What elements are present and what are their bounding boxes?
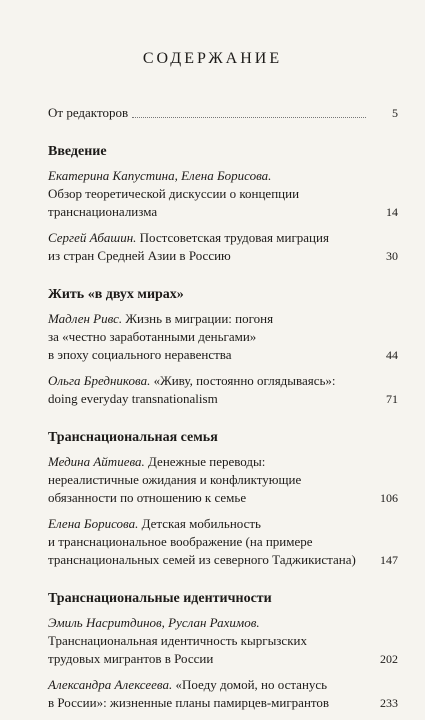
entry-first-line bbox=[48, 167, 398, 185]
toc-entry bbox=[48, 167, 398, 221]
entry-last-line bbox=[48, 650, 398, 668]
entry-title-start: Постсоветская трудовая миграция bbox=[136, 230, 329, 245]
entry-last-line bbox=[48, 489, 398, 507]
entry-title-line: Обзор теоретической дискуссии о концепции bbox=[48, 186, 300, 201]
toc-entry bbox=[48, 310, 398, 364]
entry-last-line bbox=[48, 247, 398, 265]
entry-last-line bbox=[48, 346, 398, 364]
table-of-contents bbox=[48, 104, 398, 720]
entry-author: Александра Алексеева. bbox=[48, 677, 173, 692]
entry-title-end: транснационализма bbox=[48, 204, 158, 219]
section-heading: Транснациональные идентичности bbox=[48, 591, 272, 606]
entry-title-end: обязанности по отношению к семье bbox=[48, 490, 247, 505]
entry-first-line bbox=[48, 614, 398, 632]
entry-author: Эмиль Насритдинов, Руслан Рахимов. bbox=[48, 615, 260, 630]
entry-first-line bbox=[48, 515, 398, 533]
toc-entry bbox=[48, 676, 398, 712]
section-heading: Введение bbox=[48, 144, 107, 159]
toc-entry bbox=[48, 372, 398, 408]
entry-title-start: Жизнь в миграции: погоня bbox=[122, 311, 274, 326]
entry-title-line: нереалистичные ожидания и конфликтующие bbox=[48, 472, 302, 487]
leader-dots bbox=[132, 117, 366, 118]
entry-first-line bbox=[48, 676, 398, 694]
toc-entry bbox=[48, 515, 398, 569]
entry-title-end: транснациональных семей из северного Таджикистана) bbox=[48, 552, 356, 567]
page-number: 233 bbox=[380, 696, 398, 710]
entry-title-start: «Поеду домой, но останусь bbox=[172, 677, 328, 692]
toc-intro-row bbox=[48, 104, 398, 122]
entry-title-line: за «честно заработанными деньгами» bbox=[48, 329, 257, 344]
entry-title-end: в России»: жизненные планы памирцев-мигрантов bbox=[48, 695, 330, 710]
page-number: 5 bbox=[392, 106, 398, 120]
entry-author: Сергей Абашин. bbox=[48, 230, 137, 245]
entry-author: Елена Борисова. bbox=[48, 516, 139, 531]
toc-sections bbox=[48, 144, 398, 712]
page-number: 202 bbox=[380, 652, 398, 666]
entry-first-line bbox=[48, 453, 398, 471]
entry-title-start: «Живу, постоянно оглядываясь»: bbox=[150, 373, 336, 388]
toc-entry bbox=[48, 614, 398, 668]
page-number: 30 bbox=[386, 249, 398, 263]
entry-title-start: Денежные переводы: bbox=[144, 454, 266, 469]
page-number: 106 bbox=[380, 491, 398, 505]
entry-title-end: из стран Средней Азии в Россию bbox=[48, 248, 231, 263]
entry-title-line: и транснациональное воображение (на примере bbox=[48, 534, 313, 549]
page-number: 147 bbox=[380, 553, 398, 567]
entry-title-end: в эпоху социального неравенства bbox=[48, 347, 232, 362]
entry-last-line bbox=[48, 390, 398, 408]
page-title: СОДЕРЖАНИЕ bbox=[142, 50, 283, 67]
entry-author: Екатерина Капустина, Елена Борисова. bbox=[48, 168, 272, 183]
entry-title-line: Транснациональная идентичность кыргызских bbox=[48, 633, 307, 648]
section-heading: Жить «в двух мирах» bbox=[48, 287, 184, 302]
toc-entry bbox=[48, 229, 398, 265]
entry-first-line bbox=[48, 310, 398, 328]
page-number: 44 bbox=[386, 348, 398, 362]
entry-first-line bbox=[48, 229, 398, 247]
entry-title-start: Детская мобильность bbox=[138, 516, 261, 531]
entry-author: Ольга Бредникова. bbox=[48, 373, 151, 388]
entry-title-end: doing everyday transnationalism bbox=[48, 391, 218, 406]
entry-last-line bbox=[48, 203, 398, 221]
entry-last-line bbox=[48, 694, 398, 712]
entry-title-end: трудовых мигрантов в России bbox=[48, 651, 214, 666]
entry-first-line bbox=[48, 372, 398, 390]
toc-intro-label: От редакторов bbox=[48, 105, 129, 120]
entry-author: Мадлен Ривс. bbox=[48, 311, 123, 326]
page-number: 71 bbox=[386, 392, 398, 406]
toc-entry bbox=[48, 453, 398, 507]
section-heading: Транснациональная семья bbox=[48, 430, 218, 445]
page-number: 14 bbox=[386, 205, 398, 219]
entry-last-line bbox=[48, 551, 398, 569]
entry-author: Медина Айтиева. bbox=[48, 454, 145, 469]
